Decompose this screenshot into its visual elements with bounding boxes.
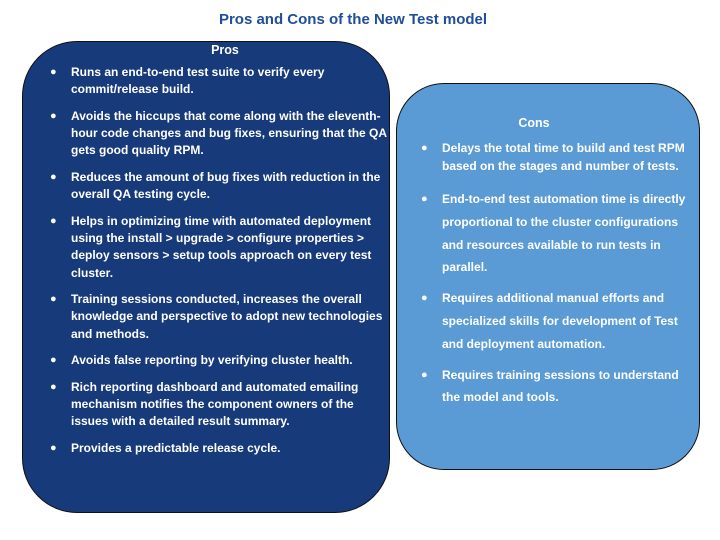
bullet-icon: ● [421,142,428,154]
cons-item-text: End-to-end test automation time is directly proportional to the cluster configurations and resources available to run tests in parallel. [442,192,686,275]
pros-item [46,213,391,282]
pros-item-text: Avoids false reporting by verifying cluster health. [71,353,353,368]
bullet-icon: ● [421,193,428,205]
pros-item [46,169,391,204]
cons-item [417,287,699,355]
cons-panel [396,83,700,470]
pros-list [46,64,391,466]
pros-item [46,64,391,99]
pros-panel [22,41,390,513]
bullet-icon: ● [50,66,57,78]
bullet-icon: ● [50,170,57,183]
pros-item-text: Training sessions conducted, increases the overall knowledge and perspective to adopt new technologies and methods. [71,292,383,341]
pros-item-text: Rich reporting dashboard and automated emailing mechanism notifies the component owners of the issues with a detailed result summary. [71,379,359,429]
cons-heading: Cons [518,116,550,130]
cons-item [417,188,699,279]
pros-item [46,108,391,160]
bullet-icon: ● [421,368,428,381]
bullet-icon: ● [50,214,57,227]
cons-list [417,140,699,417]
page-title: Pros and Cons of the New Test model [218,11,488,28]
cons-item-text: Requires training sessions to understand the model and tools. [442,367,679,405]
pros-item-text: Runs an end-to-end test suite to verify every commit/release build. [71,65,325,97]
pros-item-text: Helps in optimizing time with automated deployment using the install > upgrade > configure properties > deploy sensors > setup tools approach on every test cluster. [71,213,372,280]
bullet-icon: ● [50,380,57,393]
bullet-icon: ● [421,292,428,305]
bullet-icon: ● [50,354,57,367]
pros-item [46,440,391,457]
pros-heading: Pros [211,43,239,57]
pros-item-text: Provides a predictable release cycle. [71,440,281,455]
pros-item [46,291,391,343]
cons-item-text: Delays the total time to build and test RPM based on the stages and number of tests. [442,141,685,173]
bullet-icon: ● [50,441,57,454]
pros-item-text: Avoids the hiccups that come along with the eleventh-hour code changes and bug fixes, ensuring that the QA gets good quality RPM. [71,108,387,158]
pros-item [46,379,391,431]
pros-item-text: Reduces the amount of bug fixes with reduction in the overall QA testing cycle. [71,169,381,202]
cons-item [417,140,699,175]
cons-item-text: Requires additional manual efforts and specialized skills for development of Test and deployment automation. [442,291,678,351]
pros-item [46,352,391,369]
cons-item [417,364,699,410]
bullet-icon: ● [50,293,57,306]
bullet-icon: ● [50,109,57,122]
